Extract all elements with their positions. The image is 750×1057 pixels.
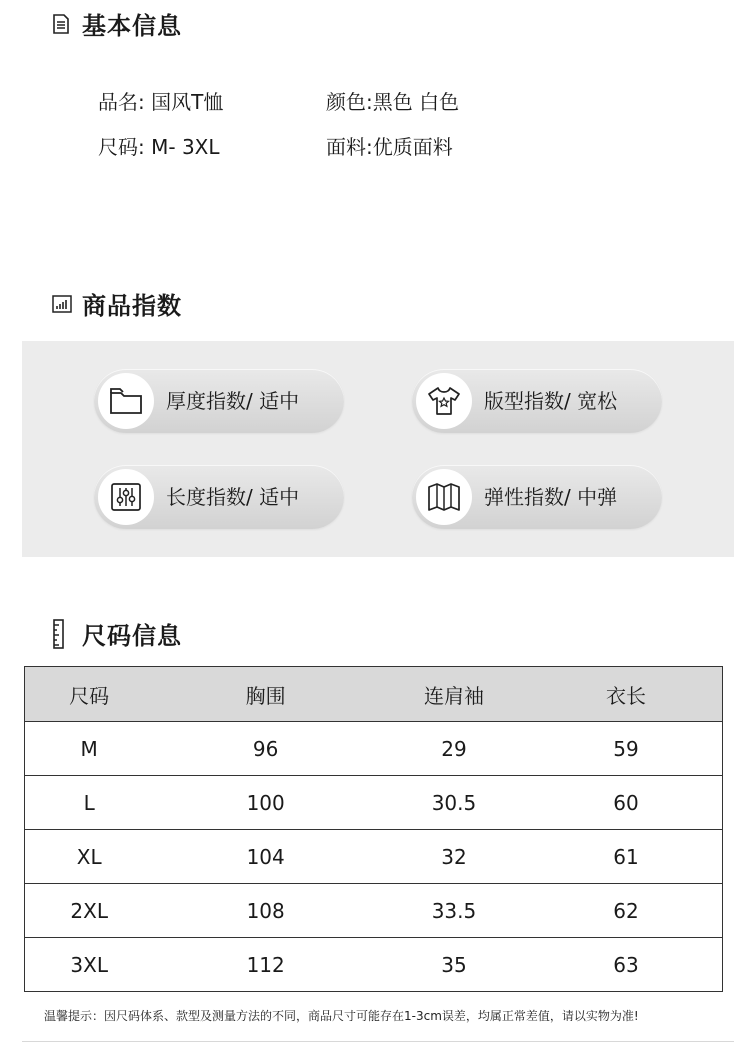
size-cell: XL	[25, 830, 154, 884]
product-name-label: 品名:	[98, 90, 145, 114]
product-size-label: 尺码:	[98, 135, 145, 159]
table-row	[25, 830, 723, 884]
length-cell: 62	[530, 884, 723, 938]
size-disclaimer-note: 温馨提示：因尺码体系、款型及测量方法的不同，商品尺寸可能存在1-3cm误差，均属正常差值，请以实物为准!	[44, 1009, 639, 1023]
chest-cell: 104	[153, 830, 378, 884]
bottom-divider	[22, 1041, 734, 1042]
chest-cell: 112	[153, 938, 378, 992]
chest-cell: 108	[153, 884, 378, 938]
basic-info-title: 基本信息	[82, 12, 182, 40]
size-info-title: 尺码信息	[82, 622, 182, 650]
size-table	[24, 666, 723, 992]
product-color-value: 黑色 白色	[372, 90, 460, 114]
product-index-panel	[22, 341, 734, 557]
length-cell: 61	[530, 830, 723, 884]
table-row	[25, 722, 723, 776]
length-column-header: 衣长	[530, 667, 723, 722]
chest-cell: 96	[153, 722, 378, 776]
sleeve-cell: 32	[378, 830, 530, 884]
product-fabric-label: 面料:	[326, 135, 373, 159]
sleeve-cell: 35	[378, 938, 530, 992]
product-index-header	[52, 286, 182, 321]
length-index-pill	[94, 465, 344, 529]
sliders-icon	[98, 469, 154, 525]
length-cell: 59	[530, 722, 723, 776]
fit-index-pill	[412, 369, 662, 433]
elasticity-index-pill	[412, 465, 662, 529]
thickness-index-pill	[94, 369, 344, 433]
ruler-icon	[52, 623, 74, 645]
product-color-row	[326, 86, 459, 115]
product-name-value: 国风T恤	[151, 90, 224, 114]
sleeve-cell: 29	[378, 722, 530, 776]
product-fabric-row	[326, 131, 453, 160]
size-table-header-row	[25, 667, 723, 722]
table-row	[25, 938, 723, 992]
chest-cell: 100	[153, 776, 378, 830]
tshirt-icon	[416, 373, 472, 429]
table-row	[25, 884, 723, 938]
size-cell: L	[25, 776, 154, 830]
folder-icon	[98, 373, 154, 429]
signal-bars-icon	[52, 293, 74, 315]
product-name-row	[98, 86, 223, 115]
sleeve-cell: 30.5	[378, 776, 530, 830]
product-size-value: M- 3XL	[151, 135, 220, 159]
length-cell: 60	[530, 776, 723, 830]
basic-info-header	[52, 6, 182, 41]
size-cell: M	[25, 722, 154, 776]
product-index-title: 商品指数	[82, 292, 182, 320]
document-icon	[52, 13, 74, 35]
size-cell: 2XL	[25, 884, 154, 938]
folded-map-icon	[416, 469, 472, 525]
size-info-header	[52, 616, 182, 651]
product-size-row	[98, 131, 220, 160]
size-column-header: 尺码	[25, 667, 154, 722]
sleeve-cell: 33.5	[378, 884, 530, 938]
sleeve-column-header: 连肩袖	[378, 667, 530, 722]
table-row	[25, 776, 723, 830]
elasticity-index-label: 弹性指数/ 中弹	[484, 485, 618, 509]
size-cell: 3XL	[25, 938, 154, 992]
length-cell: 63	[530, 938, 723, 992]
thickness-index-label: 厚度指数/ 适中	[166, 389, 300, 413]
length-index-label: 长度指数/ 适中	[166, 485, 300, 509]
product-fabric-value: 优质面料	[372, 135, 453, 159]
chest-column-header: 胸围	[153, 667, 378, 722]
product-color-label: 颜色:	[326, 90, 373, 114]
fit-index-label: 版型指数/ 宽松	[484, 389, 618, 413]
